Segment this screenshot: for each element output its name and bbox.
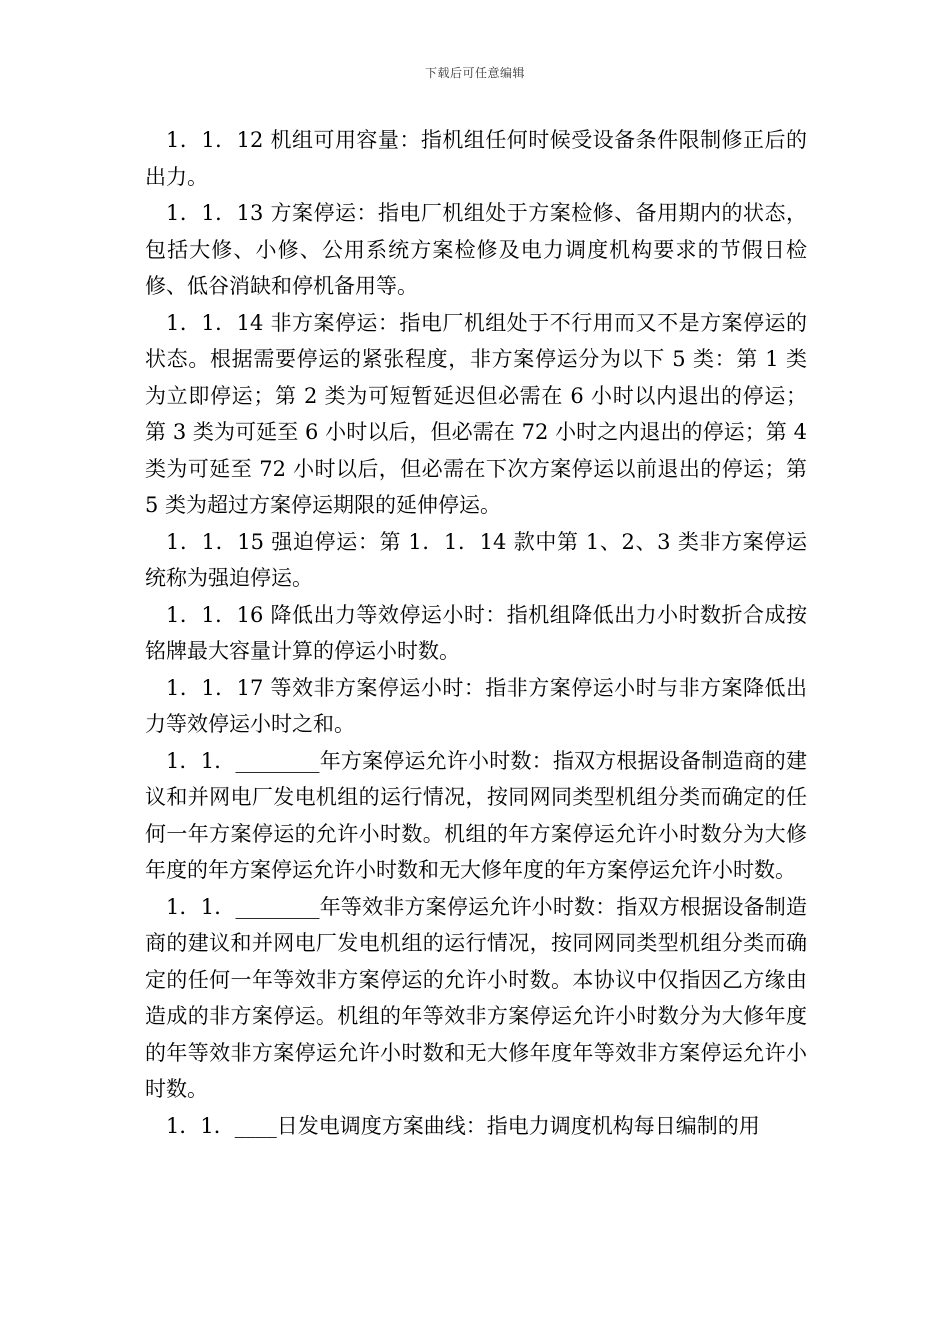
clause-1-1-13: 1．1．13 方案停运：指电厂机组处于方案检修、备用期内的状态，包括大修、小修、公用系统方案检修及电力调度机构要求的节假日检修、低谷消缺和停机备用等。 [145, 201, 807, 298]
clause-1-1-15: 1．1．15 强迫停运：第 1．1．14 款中第 1、2、3 类非方案停运统称为强迫停运。 [145, 529, 807, 590]
clause-annual-planned-outage-hours: 1．1．________年方案停运允许小时数：指双方根据设备制造商的建议和并网电厂发电机组的运行情况，按同网同类型机组分类而确定的任何一年方案停运的允许小时数。机组的年方案停运允许小时数分为大修年度的年方案停运允许小时数和无大修年度的年方案停运允许小时数。 [145, 748, 807, 882]
clause-1-1-12: 1．1．12 机组可用容量：指机组任何时候受设备条件限制修正后的出力。 [145, 128, 807, 189]
clause-daily-dispatch-curve: 1．1．____日发电调度方案曲线：指电力调度机构每日编制的用 [166, 1113, 760, 1138]
clause-annual-equivalent-unplanned-outage-hours: 1．1．________年等效非方案停运允许小时数：指双方根据设备制造商的建议和并网电厂发电机组的运行情况，按同网同类型机组分类而确定的任何一年等效非方案停运的允许小时数。本协议中仅指因乙方缘由造成的非方案停运。机组的年等效非方案停运允许小时数分为大修年度的年等效非方案停运允许小时数和无大修年度年等效非方案停运允许小时数。 [145, 894, 807, 1101]
clause-1-1-14: 1．1．14 非方案停运：指电厂机组处于不行用而又不是方案停运的状态。根据需要停运的紧张程度，非方案停运分为以下 5 类：第 1 类为立即停运；第 2 类为可短暂延迟但必需在 6 小时以内退出的停运；第 3 类为可延至 6 小时以后，但必需在 72 小时之内退出的停运；第 4 类为可延至 72 小时以后，但必需在下次方案停运以前退出的停运；第 5 类为超过方案停运期限的延伸停运。 [145, 310, 807, 517]
clause-1-1-17: 1．1．17 等效非方案停运小时：指非方案停运小时与非方案降低出力等效停运小时之和。 [145, 675, 807, 736]
page-header: 下载后可任意编辑 [424, 66, 525, 80]
document-body [145, 122, 807, 1144]
clause-1-1-16: 1．1．16 降低出力等效停运小时：指机组降低出力小时数折合成按铭牌最大容量计算的停运小时数。 [145, 602, 807, 663]
